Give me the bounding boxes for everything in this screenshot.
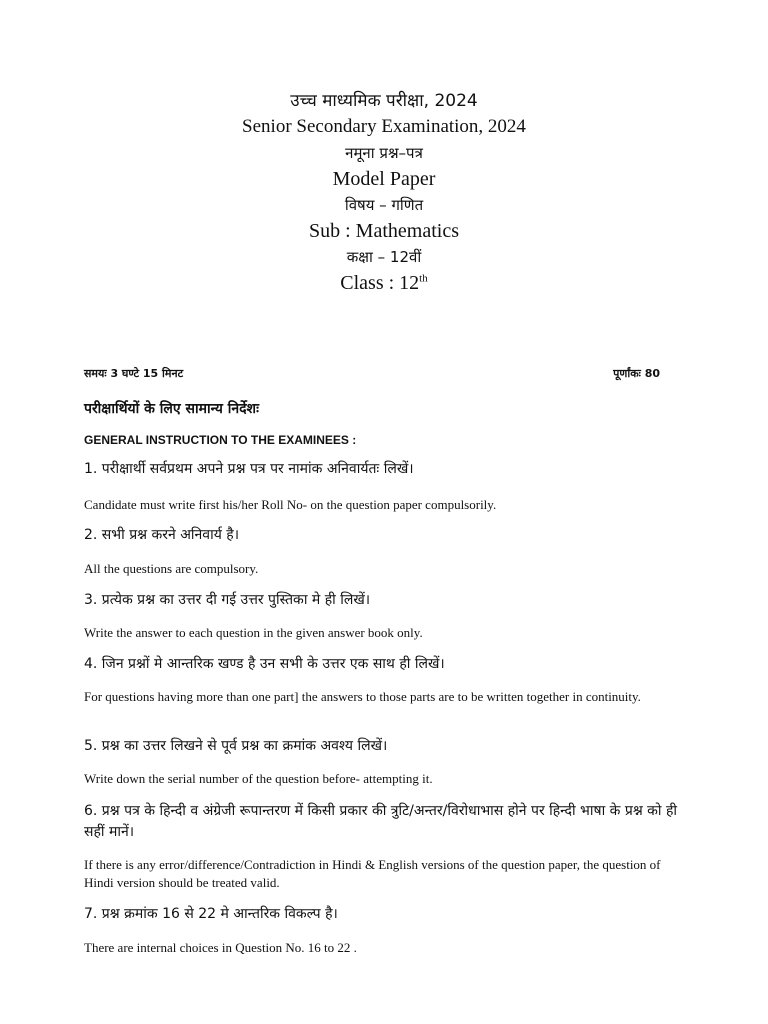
english-paper-type: Model Paper — [332, 168, 436, 190]
hindi-subject: विषय – गणित — [344, 196, 424, 214]
instruction-5-hindi: 5. प्रश्न का उत्तर लिखने से पूर्व प्रश्न का क्रमांक अवश्य लिखें। — [84, 738, 388, 754]
instructions-heading-hindi: परीक्षार्थियों के लिए सामान्य निर्देशः — [84, 401, 259, 417]
hindi-class: कक्षा – 12वीं — [346, 248, 422, 266]
english-exam-title: Senior Secondary Examination, 2024 — [242, 116, 526, 137]
hindi-exam-title: उच्च माध्यमिक परीक्षा, 2024 — [290, 91, 478, 111]
hindi-paper-type: नमूना प्रश्न–पत्र — [345, 144, 423, 162]
instruction-3-hindi: 3. प्रत्येक प्रश्न का उत्तर दी गई उत्तर पुस्तिका मे ही लिखें। — [84, 592, 371, 608]
exam-duration: समयः 3 घण्टे 15 मिनट — [84, 367, 184, 380]
instruction-7-hindi: 7. प्रश्न क्रमांक 16 से 22 मे आन्तरिक विकल्प है। — [84, 906, 338, 922]
instruction-6-english: If there is any error/difference/Contradiction in Hindi & English versions of the question paper, the question of Hindi version should be treated valid. — [84, 857, 661, 890]
instruction-6-hindi: 6. प्रश्न पत्र के हिन्दी व अंग्रेजी रूपान्तरण में किसी प्रकार की त्रुटि/अन्तर/विरोधाभास होने पर हिन्दी भाषा के प्रश्न को ही सहीं मानें। — [84, 803, 678, 840]
instruction-1-hindi: 1. परीक्षार्थी सर्वप्रथम अपने प्रश्न पत्र पर नामांक अनिवार्यतः लिखें। — [84, 461, 414, 477]
english-class-text: Class : 12 — [340, 272, 420, 294]
instruction-2-english: All the questions are compulsory. — [84, 561, 259, 576]
paper-header — [0, 86, 768, 296]
instructions-heading-english: GENERAL INSTRUCTION TO THE EXAMINEES : — [84, 433, 357, 447]
english-class-superscript: th — [419, 272, 428, 285]
exam-meta-row — [84, 366, 660, 381]
instruction-2-hindi: 2. सभी प्रश्न करने अनिवार्य है। — [84, 527, 240, 543]
instruction-5-english: Write down the serial number of the question before- attempting it. — [84, 771, 433, 786]
instruction-4-english: For questions having more than one part] the answers to those parts are to be written together in continuity. — [84, 689, 641, 704]
english-subject: Sub : Mathematics — [309, 220, 459, 242]
instruction-4-hindi: 4. जिन प्रश्नों मे आन्तरिक खण्ड है उन सभी के उत्तर एक साथ ही लिखें। — [84, 656, 445, 672]
english-class — [0, 270, 768, 296]
instruction-3-english: Write the answer to each question in the given answer book only. — [84, 625, 423, 640]
instruction-1-english: Candidate must write first his/her Roll No- on the question paper compulsorily. — [84, 497, 497, 512]
instruction-7-english: There are internal choices in Question No. 16 to 22 . — [84, 940, 357, 955]
maximum-marks: पूर्णांकः 80 — [613, 367, 660, 380]
